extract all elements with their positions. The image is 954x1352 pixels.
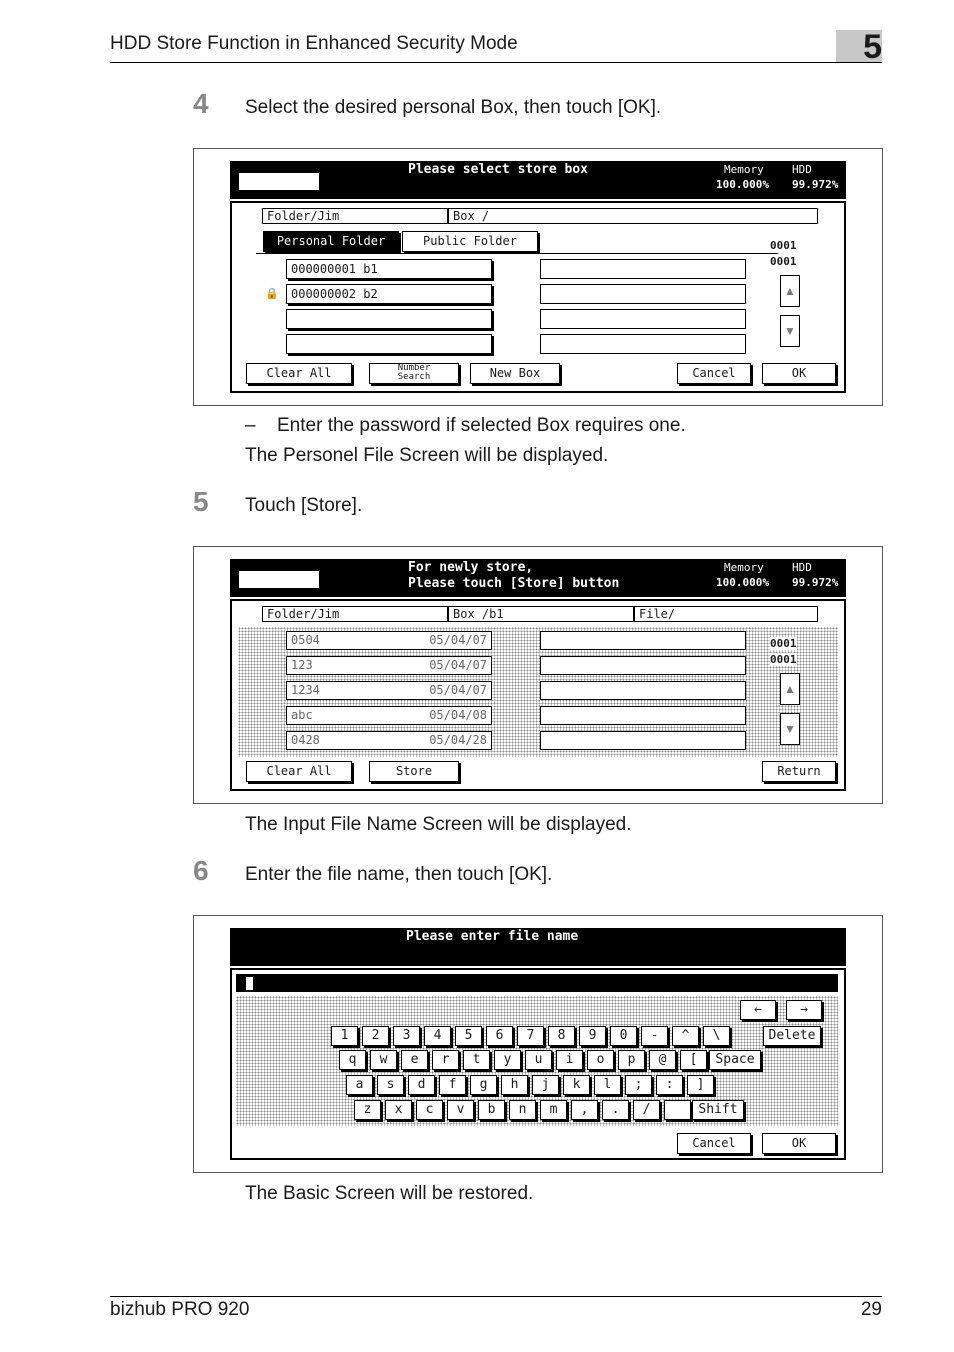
path-folder: Folder/Jim [262, 208, 448, 224]
screen-body [230, 201, 846, 393]
key[interactable]: b [478, 1100, 505, 1120]
file-item-empty[interactable] [540, 681, 746, 700]
hdd-label: HDD [792, 561, 812, 574]
screen-title-line2: Please touch [Store] button [408, 576, 620, 591]
key[interactable]: 4 [424, 1026, 451, 1046]
page-total: 0001 [770, 653, 797, 666]
key[interactable]: i [556, 1050, 583, 1070]
scroll-down-button[interactable]: ▼ [780, 315, 800, 347]
key[interactable]: / [633, 1100, 660, 1120]
screenshot-frame [193, 915, 883, 1173]
step-text: Enter the file name, then touch [OK]. [245, 864, 553, 885]
page-total: 0001 [770, 255, 797, 268]
chapter-number: 5 [863, 28, 882, 66]
key[interactable]: j [532, 1075, 559, 1095]
number-search-button[interactable] [369, 363, 459, 384]
path-file: File/ [634, 606, 818, 622]
memory-label: Memory [724, 561, 764, 574]
step-result: The Input File Name Screen will be displayed. [245, 814, 632, 835]
path-box: Box /b1 [448, 606, 634, 622]
screen-body [230, 968, 846, 1160]
key[interactable]: 1 [331, 1026, 358, 1046]
key[interactable]: a [346, 1075, 373, 1095]
key[interactable]: ] [687, 1075, 714, 1095]
key[interactable]: u [525, 1050, 552, 1070]
key[interactable]: q [339, 1050, 366, 1070]
file-item-empty[interactable] [540, 706, 746, 725]
file-item[interactable] [286, 656, 492, 675]
page-header-title: HDD Store Function in Enhanced Security Mode [110, 33, 518, 54]
path-folder: Folder/Jim [262, 606, 448, 622]
space-key[interactable]: Space [709, 1050, 761, 1070]
scroll-up-button[interactable]: ▲ [780, 275, 800, 307]
box-item[interactable] [286, 309, 492, 329]
key[interactable]: 3 [393, 1026, 420, 1046]
hdd-value: 99.972% [792, 576, 839, 589]
key[interactable]: 7 [517, 1026, 544, 1046]
store-button[interactable]: Store [369, 761, 459, 782]
step-result: The Personel File Screen will be displayed. [245, 445, 609, 466]
file-date: 05/04/07 [429, 633, 487, 647]
page-current: 0001 [770, 239, 797, 252]
footer-rule [110, 1296, 882, 1297]
key[interactable]: d [408, 1075, 435, 1095]
step-number: 5 [193, 486, 209, 517]
hdd-value: 99.972% [792, 178, 839, 191]
key[interactable]: k [563, 1075, 590, 1095]
file-name: 1234 [291, 683, 320, 697]
key[interactable]: 8 [548, 1026, 575, 1046]
step-result: The Basic Screen will be restored. [245, 1183, 534, 1204]
key[interactable]: c [416, 1100, 443, 1120]
ok-button[interactable]: OK [762, 1133, 836, 1154]
box-item-empty[interactable] [540, 259, 746, 279]
key[interactable] [664, 1100, 691, 1120]
cursor-left-key[interactable]: ← [740, 1000, 776, 1020]
clear-all-button[interactable]: Clear All [246, 761, 352, 782]
ok-button[interactable]: OK [762, 363, 836, 384]
delete-key[interactable]: Delete [763, 1026, 821, 1046]
key[interactable]: f [439, 1075, 466, 1095]
key[interactable]: 2 [362, 1026, 389, 1046]
key[interactable]: x [385, 1100, 412, 1120]
key[interactable]: w [370, 1050, 397, 1070]
page-number: 29 [860, 1299, 882, 1320]
key[interactable]: . [602, 1100, 629, 1120]
page-current: 0001 [770, 637, 797, 650]
key[interactable]: ^ [672, 1026, 699, 1046]
scroll-up-button[interactable]: ▲ [780, 673, 800, 705]
file-name: 123 [291, 658, 313, 672]
job-list-button[interactable]: Job List [238, 570, 320, 589]
screen-body [230, 599, 846, 791]
step-text: Select the desired personal Box, then touch [OK]. [245, 97, 662, 118]
file-item[interactable] [286, 681, 492, 700]
screenshot-frame [193, 148, 883, 406]
key[interactable]: p [618, 1050, 645, 1070]
key[interactable]: , [571, 1100, 598, 1120]
key[interactable]: [ [680, 1050, 707, 1070]
screen-title: Please enter file name [406, 929, 579, 944]
key[interactable]: @ [649, 1050, 676, 1070]
key[interactable]: 5 [455, 1026, 482, 1046]
footer-product: bizhub PRO 920 [110, 1299, 250, 1320]
key[interactable]: o [587, 1050, 614, 1070]
box-item-empty[interactable] [540, 309, 746, 329]
box-item[interactable] [286, 334, 492, 354]
file-date: 05/04/07 [429, 658, 487, 672]
lock-icon: 🔒 [265, 288, 279, 300]
screen-title-bar [230, 161, 846, 199]
key[interactable]: - [641, 1026, 668, 1046]
key[interactable]: ; [625, 1075, 652, 1095]
key[interactable]: r [432, 1050, 459, 1070]
screen-title-bar [230, 559, 846, 597]
key[interactable]: m [540, 1100, 567, 1120]
tab-public-folder[interactable]: Public Folder [402, 231, 538, 252]
number-search-label-1: Number [397, 363, 431, 373]
file-date: 05/04/08 [429, 708, 487, 722]
file-item-empty[interactable] [540, 656, 746, 675]
key[interactable]: g [470, 1075, 497, 1095]
file-name: abc [291, 708, 313, 722]
file-item[interactable] [286, 731, 492, 750]
shift-key[interactable]: Shift [692, 1100, 744, 1120]
screen-title-bar [230, 928, 846, 966]
file-name: 0504 [291, 633, 320, 647]
new-box-button[interactable]: New Box [470, 363, 560, 384]
key[interactable]: y [494, 1050, 521, 1070]
header-rule [110, 62, 882, 63]
box-item[interactable]: 000000001 b1 [286, 259, 492, 279]
keyboard [232, 970, 844, 1160]
path-box: Box / [448, 208, 818, 224]
key[interactable]: \ [703, 1026, 730, 1046]
note-text: Enter the password if selected Box requires one. [277, 415, 686, 436]
file-date: 05/04/28 [429, 733, 487, 747]
return-button[interactable]: Return [762, 761, 836, 782]
screen-title-line1: For newly store, [408, 560, 534, 575]
job-list-button[interactable]: Job List [238, 172, 320, 191]
clear-all-button[interactable]: Clear All [246, 363, 352, 384]
key[interactable]: h [501, 1075, 528, 1095]
file-item-empty[interactable] [540, 631, 746, 650]
cancel-button[interactable]: Cancel [677, 1133, 751, 1154]
key[interactable]: : [656, 1075, 683, 1095]
note-dash: – [245, 415, 256, 436]
cancel-button[interactable]: Cancel [677, 363, 751, 384]
key[interactable]: t [463, 1050, 490, 1070]
memory-value: 100.000% [716, 576, 769, 589]
memory-label: Memory [724, 163, 764, 176]
box-item-empty[interactable] [540, 334, 746, 354]
step-number: 6 [193, 855, 209, 886]
key[interactable]: z [354, 1100, 381, 1120]
number-search-label-2: Search [397, 372, 431, 382]
scroll-down-button[interactable]: ▼ [780, 713, 800, 745]
file-item-empty[interactable] [540, 731, 746, 750]
file-item[interactable] [286, 631, 492, 650]
screen-title: Please select store box [408, 162, 589, 177]
key[interactable]: l [594, 1075, 621, 1095]
key[interactable]: v [447, 1100, 474, 1120]
key[interactable]: 0 [610, 1026, 637, 1046]
key[interactable]: 9 [579, 1026, 606, 1046]
key[interactable]: e [401, 1050, 428, 1070]
file-name: 0428 [291, 733, 320, 747]
cursor-right-key[interactable]: → [786, 1000, 822, 1020]
box-item-empty[interactable] [540, 284, 746, 304]
key[interactable]: n [509, 1100, 536, 1120]
file-date: 05/04/07 [429, 683, 487, 697]
file-item[interactable] [286, 706, 492, 725]
step-number: 4 [193, 88, 209, 119]
box-item[interactable]: 000000002 b2 [286, 284, 492, 304]
key[interactable]: s [377, 1075, 404, 1095]
screenshot-frame [193, 546, 883, 804]
hdd-label: HDD [792, 163, 812, 176]
tab-personal-folder[interactable]: Personal Folder [263, 231, 399, 252]
key[interactable]: 6 [486, 1026, 513, 1046]
memory-value: 100.000% [716, 178, 769, 191]
step-text: Touch [Store]. [245, 495, 363, 516]
